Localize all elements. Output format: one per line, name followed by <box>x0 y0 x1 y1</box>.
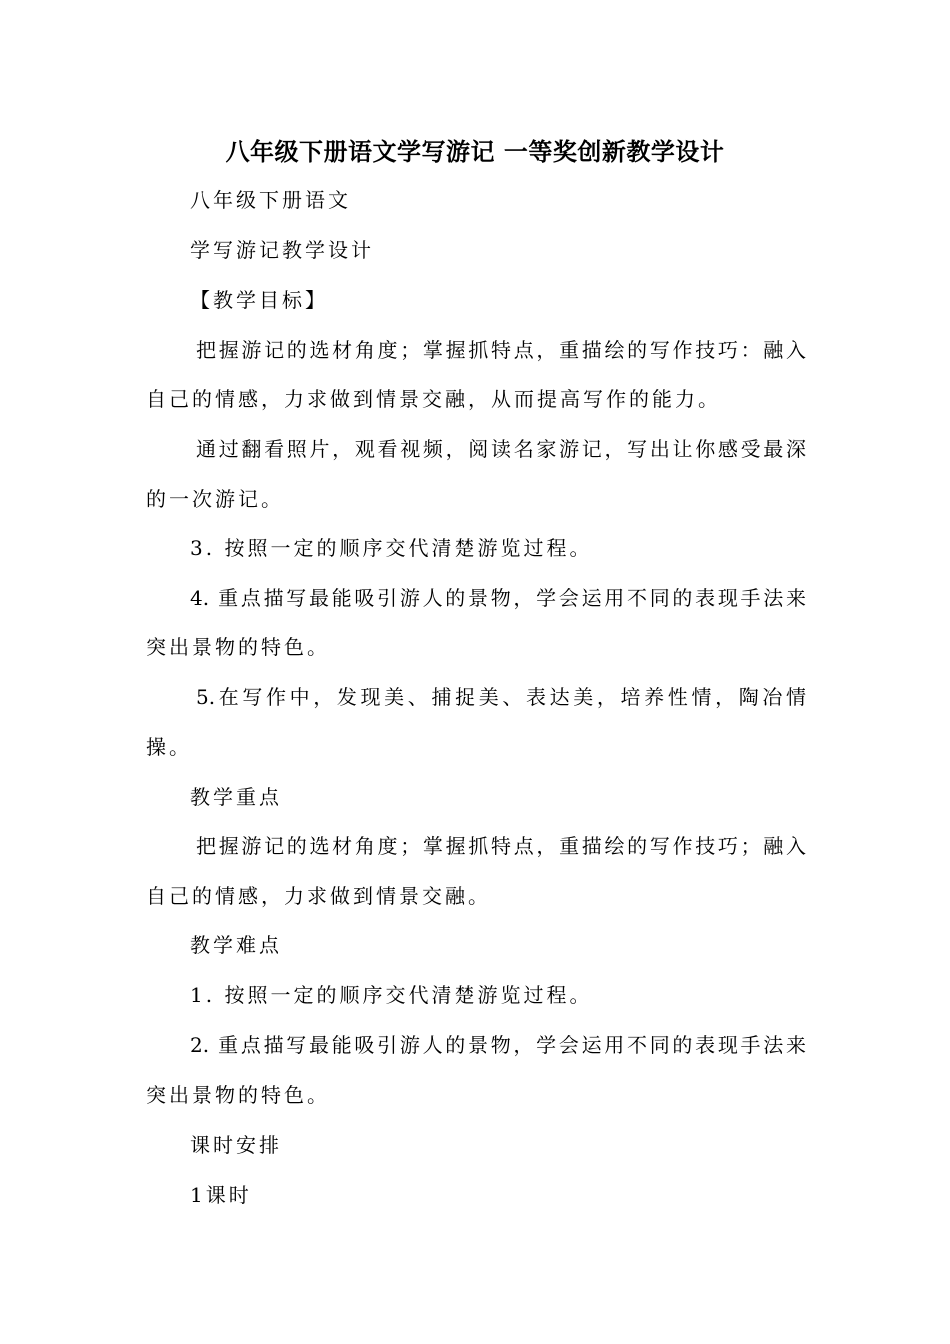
paragraph-line: 操。 <box>146 735 192 759</box>
paragraph-line: 突出景物的特色。 <box>146 635 330 659</box>
subject-line: 八年级下册语文 <box>190 188 351 212</box>
section-heading-schedule: 课时安排 <box>190 1133 282 1157</box>
section-heading-objectives: 【教学目标】 <box>190 288 328 312</box>
section-heading-key-points: 教学重点 <box>190 785 282 809</box>
list-item: 1. 按照一定的顺序交代清楚游览过程。 <box>190 983 593 1007</box>
paragraph-line: 把握游记的选材角度；掌握抓特点，重描绘的写作技巧：融入 <box>196 338 806 362</box>
paragraph-line: 自己的情感，力求做到情景交融。 <box>146 884 491 908</box>
list-item: 5.在写作中，发现美、捕捉美、表达美，培养性情，陶冶情 <box>196 685 806 709</box>
paragraph-line: 通过翻看照片，观看视频，阅读名家游记，写出让你感受最深 <box>196 437 806 461</box>
list-item: 3. 按照一定的顺序交代清楚游览过程。 <box>190 536 593 560</box>
design-name-line: 学写游记教学设计 <box>190 238 374 262</box>
section-heading-difficulties: 教学难点 <box>190 933 282 957</box>
schedule-value: 1课时 <box>190 1183 252 1207</box>
paragraph-line: 把握游记的选材角度；掌握抓特点，重描绘的写作技巧；融入 <box>196 834 806 858</box>
list-item: 4. 重点描写最能吸引游人的景物，学会运用不同的表现手法来 <box>190 586 806 610</box>
paragraph-line: 突出景物的特色。 <box>146 1083 330 1107</box>
list-item: 2. 重点描写最能吸引游人的景物，学会运用不同的表现手法来 <box>190 1033 806 1057</box>
paragraph-line: 的一次游记。 <box>146 487 284 511</box>
document-title: 八年级下册语文学写游记 一等奖创新教学设计 <box>225 138 725 166</box>
paragraph-line: 自己的情感，力求做到情景交融，从而提高写作的能力。 <box>146 387 721 411</box>
